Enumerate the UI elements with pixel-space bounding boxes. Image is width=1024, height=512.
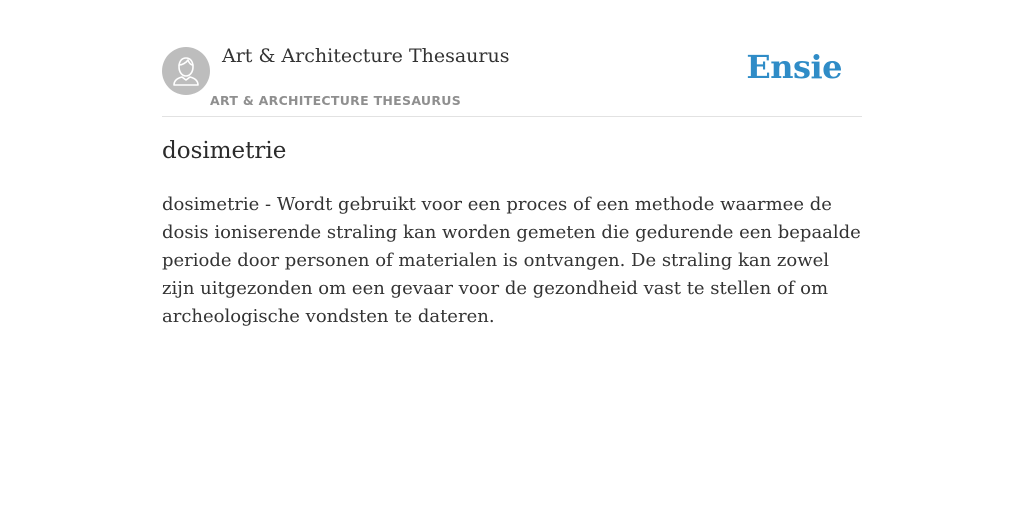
source-header: [162, 40, 862, 117]
source-subtitle: ART & ARCHITECTURE THESAURUS: [210, 93, 462, 108]
user-placeholder-icon: [162, 47, 210, 95]
entry-definition: dosimetrie - Wordt gebruikt voor een proces of een methode waarmee de dosis ioniserende straling kan worden gemeten die gedurende een bepaalde periode door personen of materialen is ontvangen. De straling kan zowel zijn uitgezonden om een gevaar voor de gezondheid vast te stellen of om archeologische vondsten te dateren.: [162, 194, 861, 327]
avatar[interactable]: [162, 47, 210, 95]
source-title-link[interactable]: Art & Architecture Thesaurus: [222, 45, 510, 67]
entry-term: dosimetrie: [162, 138, 287, 164]
brand-logo[interactable]: Ensie: [746, 48, 842, 86]
